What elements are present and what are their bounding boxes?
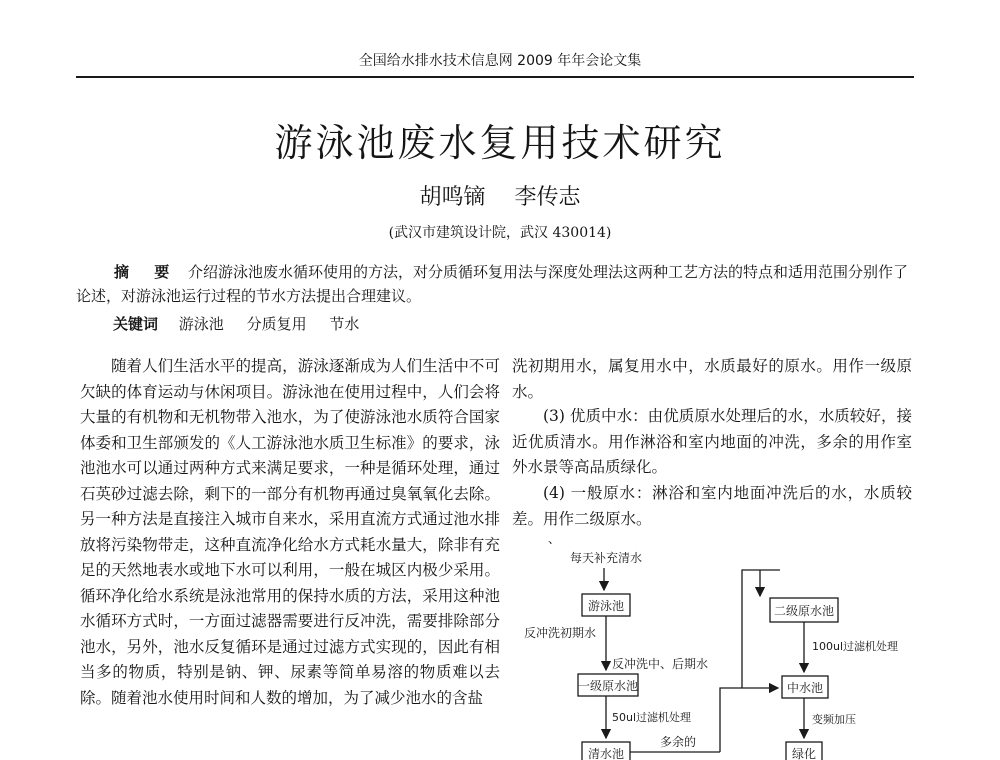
fc-primary-raw-label: 一级原水池	[577, 679, 639, 693]
fc-pressurize: 变频加压	[812, 713, 856, 726]
keyword-item: 节水	[329, 315, 360, 333]
stray-mark: 、	[548, 532, 561, 546]
header-rule	[76, 76, 914, 78]
body-paragraph-right-2: (3) 优质中水：由优质原水处理后的水，水质较好，接近优质清水。用作淋浴和室内地面的冲洗，多余的用作室外水景等高品质绿化。	[512, 407, 912, 476]
keywords	[113, 313, 377, 334]
body-paragraph-right-3: (4) 一般原水：淋浴和室内地面冲洗后的水，水质较差。用作二级原水。	[512, 484, 912, 528]
fc-backwash-early: 反冲洗初期水	[524, 626, 597, 640]
fc-reclaimed-label: 中水池	[786, 681, 824, 695]
fc-supply-label: 每天补充清水	[570, 551, 643, 565]
keywords-label: 关键词	[113, 315, 159, 333]
keyword-item: 游泳池	[178, 315, 224, 333]
abstract	[76, 260, 916, 308]
fc-line-loop	[742, 570, 780, 688]
fc-backwash-mid: 反冲洗中、后期水	[612, 657, 709, 671]
fc-filter-100: 100ul过滤机处理	[812, 640, 899, 653]
body-paragraph-right-1: 洗初期用水，属复用水中，水质最好的原水。用作一级原水。	[512, 357, 912, 401]
fc-line-surplus-up	[720, 688, 742, 752]
abstract-text: 介绍游泳池废水循环使用的方法，对分质循环复用法与深度处理法这两种工艺方法的特点和适用范围分别作了论述，对游泳池运行过程的节水方法提出合理建议。	[76, 263, 909, 305]
keyword-item: 分质复用	[246, 315, 307, 333]
author-1: 胡鸣镝	[419, 185, 486, 210]
flowchart	[520, 540, 920, 760]
fc-greening-label: 绿化	[791, 747, 817, 760]
body-paragraph-left: 随着人们生活水平的提高，游泳逐渐成为人们生活中不可欠缺的体育运动与休闲项目。游泳池在使用过程中，人们会将大量的有机物和无机物带入池水，为了使游泳池水质符合国家体委和卫生部颁发的《人工游泳池水质卫生标准》的要求，泳池池水可以通过两种方式来满足要求，一种是循环处理，通过石英砂过滤去除，剩下的一部分有机物再通过臭氧氧化去除。另一种方法是直接注入城市自来水，采用直流方式通过池水排放将污染物带走，这种直流净化给水方式耗水量大，除非有充足的天然地表水或地下水可以利用，一般在城区内极少采用。循环净化给水系统是泳池常用的保持水质的方法，采用这种池水循环方式时，一方面过滤器需要进行反冲洗，需要排除部分池水，另外，池水反复循环是通过过滤方式实现的，因此有相当多的物质，特别是钠、钾、尿素等简单易溶的物质难以去除。随着池水使用时间和人数的增加，为了减少池水的含盐	[80, 357, 500, 707]
fc-surplus-label: 多余的	[660, 735, 697, 749]
fc-pool-label: 游泳池	[587, 599, 625, 613]
conference-header: 全国给水排水技术信息网 2009 年年会论文集	[358, 53, 642, 69]
paper-title: 游泳池废水复用技术研究	[274, 121, 726, 165]
fc-secondary-raw-label: 二级原水池	[773, 604, 835, 618]
fc-filter-50: 50ul过滤机处理	[612, 711, 692, 724]
author-2: 李传志	[514, 185, 581, 210]
fc-clear-label: 清水池	[587, 747, 625, 760]
abstract-label: 摘 要	[114, 263, 180, 281]
author-list	[0, 180, 1000, 211]
affiliation: (武汉市建筑设计院，武汉 430014)	[388, 225, 612, 241]
